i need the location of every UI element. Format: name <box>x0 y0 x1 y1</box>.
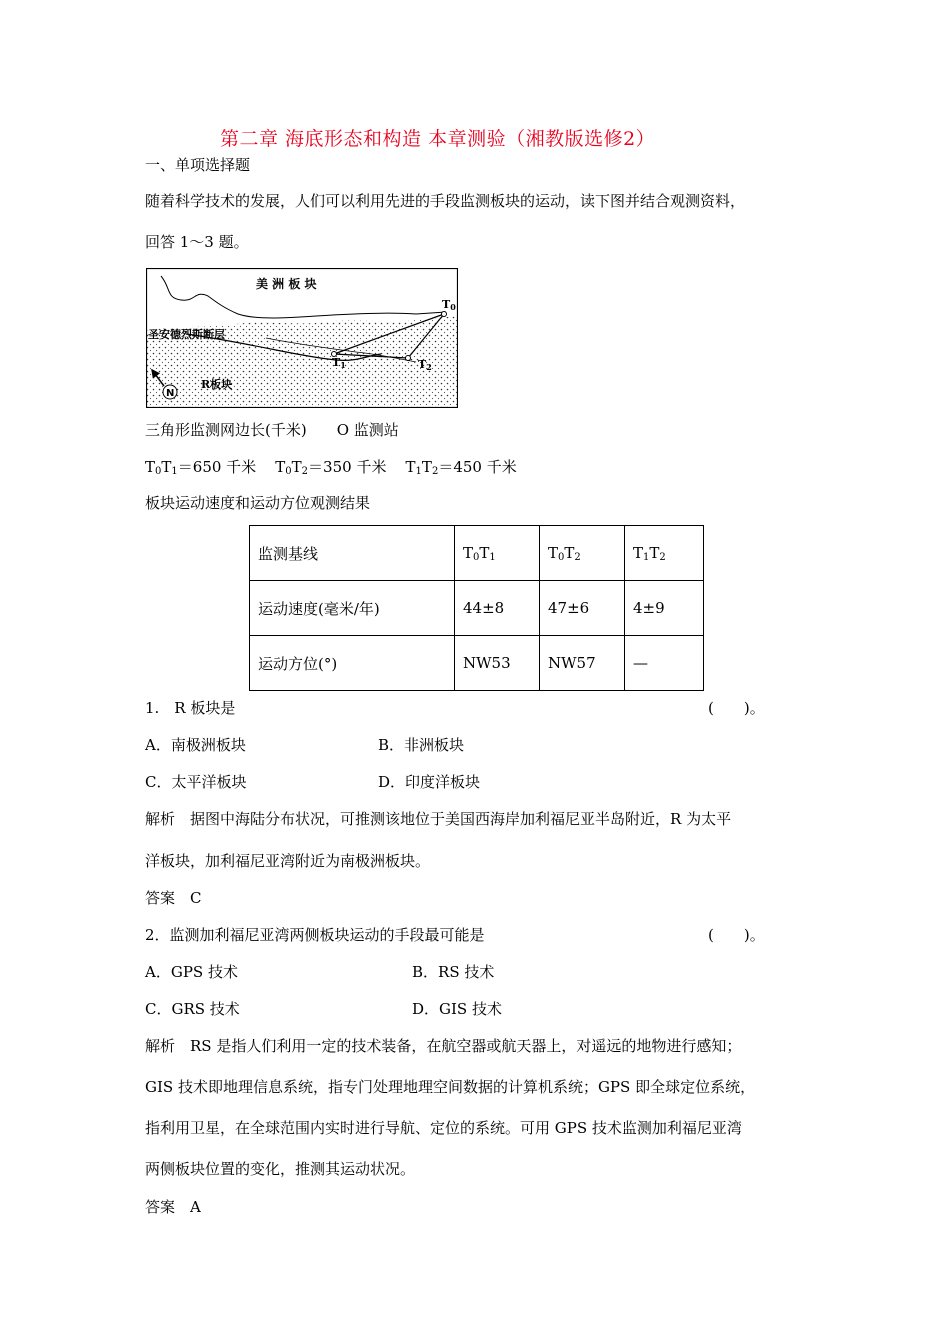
table-header-cell: 监测基线 <box>250 526 455 581</box>
table-cell: 44±8 <box>455 581 540 636</box>
table-header-cell: $T_0T_2$ <box>540 526 625 581</box>
distance-t0t2: $T_0T_2=350$ 千米 <box>275 458 387 477</box>
table-caption: 板块运动速度和运动方位观测结果 <box>145 494 371 512</box>
table-row <box>250 581 704 636</box>
label-fault: 圣安德烈斯断层 <box>148 328 225 341</box>
plate-map-figure <box>146 268 458 408</box>
table-cell: 47±6 <box>540 581 625 636</box>
q1-option-a: A．南极洲板块 <box>145 736 246 754</box>
q1-option-d: D．印度洋板块 <box>378 773 481 791</box>
table-cell: — <box>625 636 704 691</box>
station-t2 <box>406 356 411 361</box>
q1-option-c: C．太平洋板块 <box>145 773 247 791</box>
q1-stem: 1. R 板块是 <box>145 699 236 717</box>
table-cell: NW53 <box>455 636 540 691</box>
table-cell: NW57 <box>540 636 625 691</box>
q2-analysis-line-4: 两侧板块位置的变化，推测其运动状况。 <box>145 1160 416 1178</box>
table-cell: 4±9 <box>625 581 704 636</box>
label-north: N <box>166 388 175 399</box>
q2-option-a: A．GPS 技术 <box>145 963 238 981</box>
q1-answer: 答案 C <box>145 889 202 907</box>
observation-table <box>249 525 704 691</box>
q2-answer-blank: ( )。 <box>708 926 765 944</box>
section-heading: 一、单项选择题 <box>145 156 251 174</box>
q2-option-b: B．RS 技术 <box>412 963 495 981</box>
q1-analysis-line-1: 解析 据图中海陆分布状况，可推测该地位于美国西海岸加利福尼亚半岛附近，R 为太平 <box>145 810 732 828</box>
table-header-cell: $T_0T_1$ <box>455 526 540 581</box>
table-row <box>250 526 704 581</box>
q1-answer-blank: ( )。 <box>708 699 765 717</box>
label-t1: T1 <box>332 356 346 370</box>
table-cell: 运动速度(毫米/年) <box>250 581 455 636</box>
table-header-cell: $T_1T_2$ <box>625 526 704 581</box>
label-america-plate: 美 洲 板 块 <box>256 277 317 291</box>
q1-option-b: B．非洲板块 <box>378 736 465 754</box>
q2-option-c: C．GRS 技术 <box>145 1000 240 1018</box>
label-r-plate: R板块 <box>201 378 233 391</box>
q1-analysis-line-2: 洋板块，加利福尼亚湾附近为南极洲板块。 <box>145 852 431 870</box>
q2-stem: 2．监测加利福尼亚湾两侧板块运动的手段最可能是 <box>145 926 485 944</box>
q2-option-d: D．GIS 技术 <box>412 1000 502 1018</box>
q2-answer: 答案 A <box>145 1198 201 1216</box>
distance-t0t1: $T_0T_1=650$ 千米 <box>145 458 257 477</box>
station-t0 <box>442 312 447 317</box>
page-title: 第二章 海底形态和构造 本章测验（湘教版选修2） <box>220 128 656 150</box>
distances-line <box>145 456 517 477</box>
table-row <box>250 636 704 691</box>
label-t0: T0 <box>442 298 456 312</box>
map-caption: 三角形监测网边长(千米) O 监测站 <box>145 421 399 439</box>
intro-line-1: 随着科学技术的发展，人们可以利用先进的手段监测板块的运动，读下图并结合观测资料， <box>145 192 746 210</box>
q2-analysis-line-2: GIS 技术即地理信息系统，指专门处理地理空间数据的计算机系统；GPS 即全球定位系统， <box>145 1078 756 1096</box>
distance-t1t2: $T_1T_2=450$ 千米 <box>405 458 517 477</box>
label-t2: T2 <box>418 358 432 372</box>
q2-analysis-line-3: 指利用卫星，在全球范围内实时进行导航、定位的系统。可用 GPS 技术监测加利福尼亚湾 <box>145 1119 742 1137</box>
intro-line-2: 回答 1～3 题。 <box>145 233 249 251</box>
table-cell: 运动方位(°) <box>250 636 455 691</box>
q2-analysis-line-1: 解析 RS 是指人们利用一定的技术装备，在航空器或航天器上，对遥远的地物进行感知； <box>145 1037 742 1055</box>
